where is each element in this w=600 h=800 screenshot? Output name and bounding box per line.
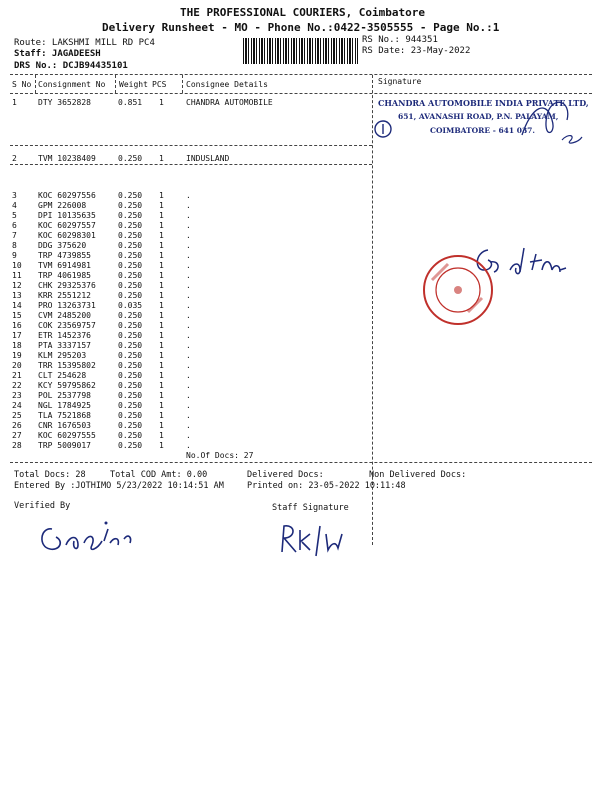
row-consignment-no: NGL 1784925	[38, 401, 91, 410]
row-consignment-no: KLM 295203	[38, 351, 87, 360]
row-consignment-no: TRP 5009017	[38, 441, 91, 450]
row-consignment-no: KRR 2551212	[38, 291, 91, 300]
row-pcs: 1	[159, 341, 164, 350]
row-pcs: 1	[159, 241, 164, 250]
row-pcs: 1	[159, 321, 164, 330]
printed-on: Printed on: 23-05-2022 10:11:48	[247, 481, 406, 491]
column-divider	[115, 75, 116, 93]
row-consignee: INDUSLAND	[186, 154, 230, 163]
row-consignment-no: TVM 10238409	[38, 154, 96, 163]
row-consignee: .	[186, 411, 191, 420]
header-top-rule	[10, 74, 592, 75]
row-consignee: .	[186, 391, 191, 400]
row-consignee: .	[186, 281, 191, 290]
table-row	[0, 201, 600, 211]
table-row	[0, 281, 600, 291]
verified-by-signature	[36, 515, 146, 565]
row-weight: 0.250	[118, 211, 143, 220]
row-consignment-no: PRO 13263731	[38, 301, 96, 310]
column-weight: Weight	[119, 80, 148, 89]
row-separator	[10, 164, 372, 165]
row-consignee: .	[186, 271, 191, 280]
table-row	[0, 331, 600, 341]
row-weight: 0.250	[118, 441, 143, 450]
row-pcs: 1	[159, 431, 164, 440]
row-sno: 11	[12, 271, 22, 280]
row-pcs: 1	[159, 154, 164, 163]
row-sno: 7	[12, 231, 17, 240]
table-row	[0, 341, 600, 351]
row-weight: 0.250	[118, 381, 143, 390]
row-consignee: .	[186, 301, 191, 310]
table-row	[0, 301, 600, 311]
row-weight: 0.250	[118, 341, 143, 350]
table-bottom-rule	[10, 462, 592, 463]
row-consignee: .	[186, 241, 191, 250]
table-row	[0, 441, 600, 451]
row-pcs: 1	[159, 261, 164, 270]
staff-signature	[276, 520, 356, 560]
row-consignment-no: COK 23569757	[38, 321, 96, 330]
table-row	[0, 401, 600, 411]
row-consignment-no: KOC 60297555	[38, 431, 96, 440]
document-title: THE PROFESSIONAL COURIERS, Coimbatore	[180, 6, 426, 19]
row-consignee: .	[186, 211, 191, 220]
row-pcs: 1	[159, 411, 164, 420]
staff-signature-label: Staff Signature	[272, 503, 349, 513]
row-consignee: .	[186, 311, 191, 320]
row-sno: 13	[12, 291, 22, 300]
row-sno: 28	[12, 441, 22, 450]
row-consignment-no: GPM 226008	[38, 201, 87, 210]
row-sno: 20	[12, 361, 22, 370]
row-sno: 17	[12, 331, 22, 340]
row-consignment-no: TRP 4061985	[38, 271, 91, 280]
entered-by: Entered By :JOTHIMO 5/23/2022 10:14:51 AM	[14, 481, 224, 491]
row-weight: 0.250	[118, 351, 143, 360]
row-weight: 0.851	[118, 98, 143, 107]
company-stamp-line3: COIMBATORE - 641 037.	[430, 126, 535, 135]
row-sno: 16	[12, 321, 22, 330]
table-row	[0, 371, 600, 381]
row-consignment-no: DPI 10135635	[38, 211, 96, 220]
row-consignee: .	[186, 401, 191, 410]
row-weight: 0.250	[118, 421, 143, 430]
row-weight: 0.250	[118, 361, 143, 370]
row-weight: 0.250	[118, 281, 143, 290]
row-sno: 6	[12, 221, 17, 230]
row-weight: 0.250	[118, 431, 143, 440]
row-weight: 0.250	[118, 331, 143, 340]
row-weight: 0.250	[118, 201, 143, 210]
row-pcs: 1	[159, 421, 164, 430]
row-sno: 19	[12, 351, 22, 360]
table-row	[0, 391, 600, 401]
row-sno: 25	[12, 411, 22, 420]
document-subtitle: Delivery Runsheet - MO - Phone No.:0422-3505555 - Page No.:1	[102, 21, 500, 34]
column-sno: S No	[12, 80, 32, 89]
row-pcs: 1	[159, 191, 164, 200]
total-cod-amount: Total COD Amt: 0.00	[110, 470, 208, 480]
row-consignee: .	[186, 221, 191, 230]
row-consignment-no: KCY 59795862	[38, 381, 96, 390]
row-weight: 0.250	[118, 271, 143, 280]
row-sno: 24	[12, 401, 22, 410]
row-pcs: 1	[159, 301, 164, 310]
row-pcs: 1	[159, 441, 164, 450]
delivered-docs: Delivered Docs:	[247, 470, 324, 480]
column-divider	[35, 75, 36, 93]
row-pcs: 1	[159, 211, 164, 220]
row-consignment-no: TRP 4739855	[38, 251, 91, 260]
row-pcs: 1	[159, 281, 164, 290]
staff-label: Staff: JAGADEESH	[14, 49, 101, 59]
row-consignee: .	[186, 361, 191, 370]
row-sno: 4	[12, 201, 17, 210]
signature-scribble-row1	[372, 95, 600, 150]
row-sno: 3	[12, 191, 17, 200]
table-row	[0, 191, 600, 201]
row-pcs: 1	[159, 351, 164, 360]
row-sno: 23	[12, 391, 22, 400]
table-row	[0, 421, 600, 431]
header-bottom-rule	[10, 93, 592, 94]
row-consignment-no: DDG 375620	[38, 241, 87, 250]
column-divider	[182, 75, 183, 93]
row-weight: 0.250	[118, 291, 143, 300]
row-sno: 21	[12, 371, 22, 380]
row-consignment-no: CHK 29325376	[38, 281, 96, 290]
row-pcs: 1	[159, 381, 164, 390]
no-of-docs: No.Of Docs: 27	[186, 451, 254, 460]
row-weight: 0.250	[118, 221, 143, 230]
company-stamp-line1: CHANDRA AUTOMOBILE INDIA PRIVATE LTD,	[378, 98, 589, 108]
row-pcs: 1	[159, 391, 164, 400]
row-consignment-no: TLA 7521868	[38, 411, 91, 420]
row-pcs: 1	[159, 221, 164, 230]
row-consignee: .	[186, 321, 191, 330]
row-sno: 2	[12, 154, 17, 163]
row-weight: 0.250	[118, 371, 143, 380]
row-sno: 14	[12, 301, 22, 310]
row-sno: 12	[12, 281, 22, 290]
row-weight: 0.250	[118, 311, 143, 320]
row-consignment-no: PTA 3337157	[38, 341, 91, 350]
row-consignee: .	[186, 441, 191, 450]
row-weight: 0.250	[118, 391, 143, 400]
row-pcs: 1	[159, 401, 164, 410]
row-consignment-no: DTY 3652828	[38, 98, 91, 107]
row-weight: 0.250	[118, 241, 143, 250]
column-consignment: Consignment No	[38, 80, 106, 89]
row-consignment-no: KOC 60298301	[38, 231, 96, 240]
row-consignee: .	[186, 351, 191, 360]
company-stamp-line2: 651, AVANASHI ROAD, P.N. PALAYAM,	[398, 112, 559, 121]
row-pcs: 1	[159, 201, 164, 210]
row-consignee: .	[186, 261, 191, 270]
row-consignee: .	[186, 201, 191, 210]
row-consignment-no: CLT 254628	[38, 371, 87, 380]
row-sno: 26	[12, 421, 22, 430]
row-pcs: 1	[159, 251, 164, 260]
row-pcs: 1	[159, 361, 164, 370]
row-consignment-no: KOC 60297556	[38, 191, 96, 200]
row-weight: 0.250	[118, 231, 143, 240]
row-consignment-no: KOC 60297557	[38, 221, 96, 230]
total-docs: Total Docs: 28	[14, 470, 86, 480]
table-row	[0, 351, 600, 361]
row-sno: 10	[12, 261, 22, 270]
row-consignment-no: CVM 2485200	[38, 311, 91, 320]
row-pcs: 1	[159, 311, 164, 320]
row-pcs: 1	[159, 371, 164, 380]
table-row	[0, 321, 600, 331]
row-weight: 0.250	[118, 411, 143, 420]
row-consignee: .	[186, 381, 191, 390]
table-row	[0, 411, 600, 421]
row-sno: 1	[12, 98, 17, 107]
row-pcs: 1	[159, 291, 164, 300]
rs-number: RS No.: 944351	[362, 35, 438, 45]
row-consignment-no: TRR 15395802	[38, 361, 96, 370]
row-consignee: .	[186, 251, 191, 260]
row-consignee: .	[186, 421, 191, 430]
row-sno: 27	[12, 431, 22, 440]
row-weight: 0.250	[118, 191, 143, 200]
row-sno: 5	[12, 211, 17, 220]
row-consignee: .	[186, 231, 191, 240]
route-label: Route: LAKSHMI MILL RD PC4	[14, 38, 155, 48]
row-consignee: .	[186, 331, 191, 340]
table-row	[0, 291, 600, 301]
row-pcs: 1	[159, 98, 164, 107]
row-consignee: CHANDRA AUTOMOBILE	[186, 98, 273, 107]
table-row	[0, 311, 600, 321]
row-weight: 0.250	[118, 321, 143, 330]
row-sno: 15	[12, 311, 22, 320]
table-row	[0, 381, 600, 391]
row-consignment-no: CNR 1676503	[38, 421, 91, 430]
column-pcs: PCS	[152, 80, 167, 89]
bank-seal-stamp	[418, 250, 498, 330]
rs-date: RS Date: 23-May-2022	[362, 46, 471, 56]
row-pcs: 1	[159, 271, 164, 280]
row-weight: 0.250	[118, 401, 143, 410]
table-row	[0, 221, 600, 231]
row-consignment-no: ETR 1452376	[38, 331, 91, 340]
column-consignee: Consignee Details	[186, 80, 268, 89]
row-pcs: 1	[159, 231, 164, 240]
row-consignee: .	[186, 191, 191, 200]
row-separator	[10, 145, 372, 146]
row-sno: 22	[12, 381, 22, 390]
row-consignee: .	[186, 371, 191, 380]
row-sno: 9	[12, 251, 17, 260]
drs-number: DRS No.: DCJB94435101	[14, 61, 128, 71]
table-row	[0, 431, 600, 441]
barcode-image	[243, 38, 358, 64]
row-consignee: .	[186, 341, 191, 350]
row-sno: 8	[12, 241, 17, 250]
column-signature: Signature	[378, 77, 422, 86]
table-row	[0, 361, 600, 371]
verified-by-label: Verified By	[14, 501, 71, 511]
row-consignment-no: POL 2537798	[38, 391, 91, 400]
row-weight: 0.250	[118, 261, 143, 270]
row-sno: 18	[12, 341, 22, 350]
row-consignment-no: TVM 6914981	[38, 261, 91, 270]
row-pcs: 1	[159, 331, 164, 340]
table-row	[0, 154, 600, 164]
table-row	[0, 211, 600, 221]
row-weight: 0.035	[118, 301, 143, 310]
row-consignee: .	[186, 291, 191, 300]
row-weight: 0.250	[118, 251, 143, 260]
non-delivered-docs: Non Delivered Docs:	[369, 470, 467, 480]
row-weight: 0.250	[118, 154, 143, 163]
row-consignee: .	[186, 431, 191, 440]
